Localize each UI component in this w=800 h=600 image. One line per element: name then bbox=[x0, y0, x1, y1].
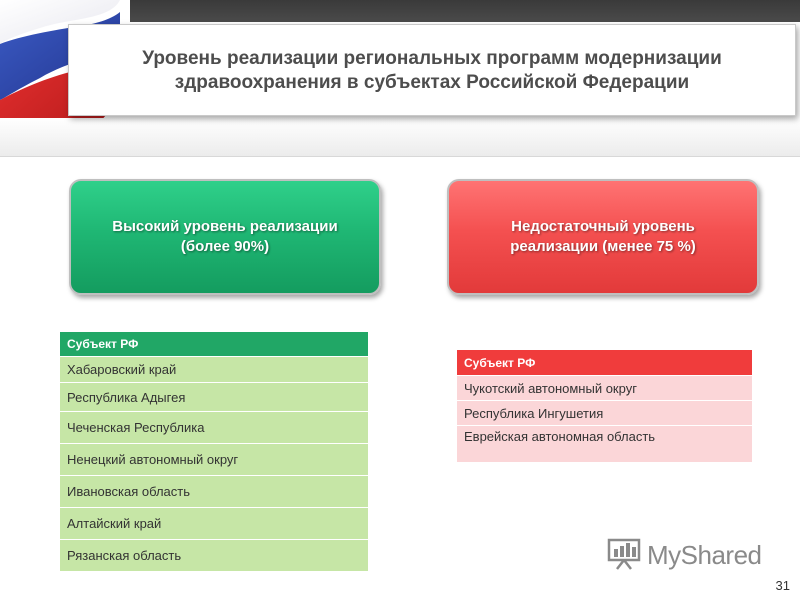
table-cell: Республика Ингушетия bbox=[457, 401, 752, 426]
table-cell: Рязанская область bbox=[60, 540, 368, 572]
table-row bbox=[60, 412, 368, 444]
table-cell: Ивановская область bbox=[60, 476, 368, 508]
category-low-line-1: Недостаточный уровень bbox=[511, 218, 695, 235]
myshared-watermark[interactable] bbox=[607, 538, 762, 572]
myshared-logo-icon bbox=[607, 536, 641, 575]
table-row bbox=[60, 357, 368, 383]
table-cell: Чукотский автономный округ bbox=[457, 376, 752, 401]
high-level-regions-table bbox=[60, 332, 368, 571]
table-header-cell: Субъект РФ bbox=[60, 332, 368, 357]
table-cell: Ненецкий автономный округ bbox=[60, 444, 368, 476]
category-low-line-2: реализации (менее 75 %) bbox=[510, 238, 696, 255]
myshared-logo-text: MyShared bbox=[647, 539, 762, 570]
category-high-line-1: Высокий уровень реализации bbox=[112, 218, 338, 235]
table-header-cell: Субъект РФ bbox=[457, 350, 752, 376]
table-row bbox=[457, 376, 752, 401]
table-row bbox=[60, 476, 368, 508]
table-cell: Алтайский край bbox=[60, 508, 368, 540]
title-band bbox=[0, 118, 800, 157]
slide-title-line-1: Уровень реализации региональных программ модернизации bbox=[142, 48, 722, 69]
category-low-box bbox=[447, 179, 759, 295]
table-row bbox=[60, 508, 368, 540]
table-row bbox=[60, 383, 368, 412]
slide-title bbox=[69, 47, 795, 95]
table-row bbox=[60, 444, 368, 476]
table-row bbox=[457, 426, 752, 463]
table-row bbox=[457, 401, 752, 426]
category-high-box bbox=[69, 179, 381, 295]
table-cell: Республика Адыгея bbox=[60, 383, 368, 412]
page-number: 31 bbox=[775, 578, 790, 593]
slide-title-box bbox=[68, 24, 796, 116]
table-cell: Чеченская Республика bbox=[60, 412, 368, 444]
table-row bbox=[60, 540, 368, 572]
table-header-row bbox=[457, 350, 752, 376]
table-cell: Хабаровский край bbox=[60, 357, 368, 383]
category-high-line-2: (более 90%) bbox=[180, 238, 270, 255]
low-level-regions-table bbox=[457, 350, 752, 462]
table-header-row bbox=[60, 332, 368, 357]
table-cell: Еврейская автономная область bbox=[457, 426, 752, 463]
slide-title-line-2: здравоохранения в субъектах Российской Федерации bbox=[174, 72, 690, 93]
